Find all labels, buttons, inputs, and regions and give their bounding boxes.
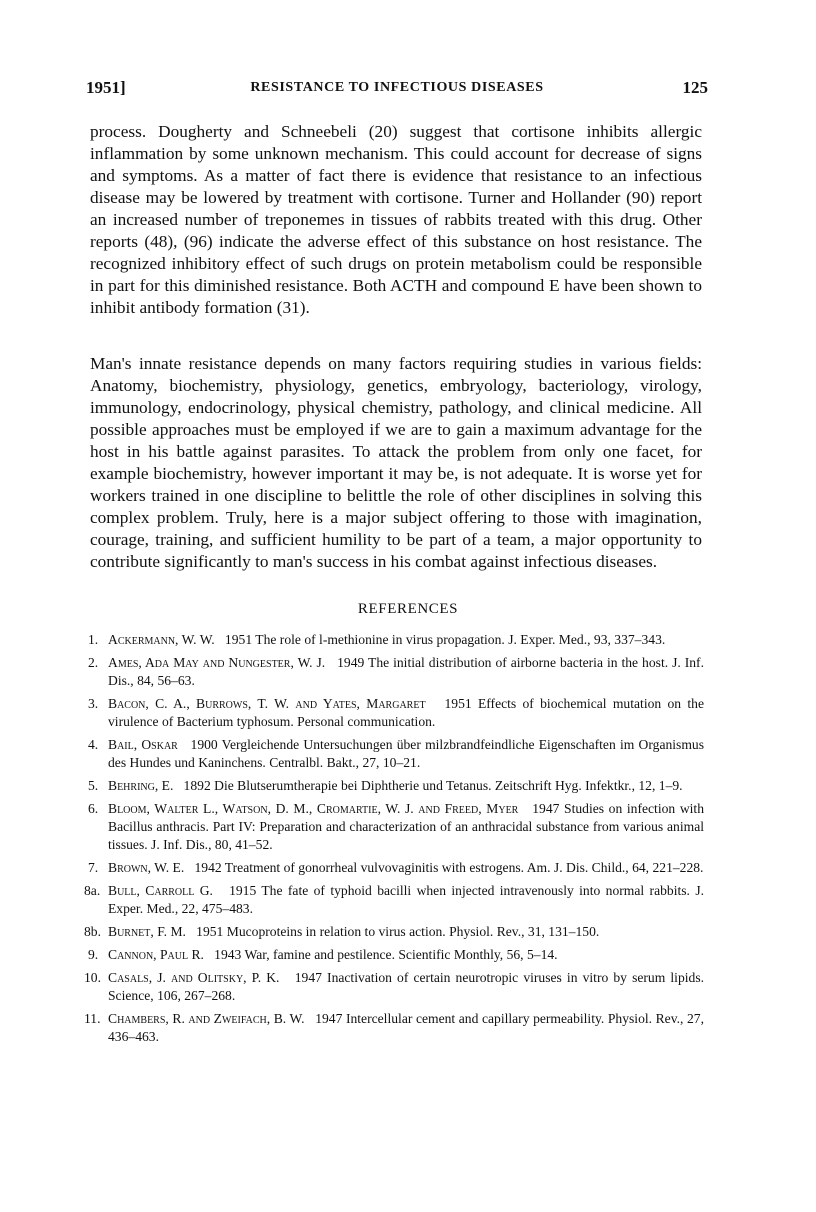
reference-authors: Brown, W. E. <box>108 860 192 875</box>
reference-text: 1915 The fate of typhoid bacilli when injected intravenously into normal rabbits. J. Exper. Med., 22, 475–483. <box>108 883 705 916</box>
reference-authors: Behring, E. <box>108 778 181 793</box>
reference-item <box>84 882 705 918</box>
reference-text: 1942 Treatment of gonorrheal vulvovaginitis with estrogens. Am. J. Dis. Child., 64, 221–228. <box>194 860 704 875</box>
reference-authors: Casals, J. and Olitsky, P. K. <box>108 970 290 985</box>
reference-item <box>90 695 704 731</box>
page-number: 125 <box>682 78 708 97</box>
body-paragraph-1: process. Dougherty and Schneebeli (20) suggest that cortisone inhibits allergic inflammation by some unknown mechanism. This could account for decrease of signs and symptoms. As a matter of fact there is evidence that resistance to an infectious disease may be lowered by treatment with cortisone. Turner and Hollander (90) report an increased number of treponemes in tissues of rabbits treated with this drug. Other reports (48), (96) indicate the adverse effect of this substance on host resistance. The recognized inhibitory effect of such drugs on protein metabolism could be responsible in part for this diminished resistance. Both ACTH and compound E have been shown to inhibit antibody formation (31). <box>90 122 702 317</box>
reference-item <box>84 969 705 1005</box>
reference-item <box>90 736 704 772</box>
reference-number: 4. <box>88 737 99 752</box>
reference-number: 5. <box>88 778 99 793</box>
running-title: RESISTANCE TO INFECTIOUS DISEASES <box>250 80 544 95</box>
reference-item <box>90 631 704 649</box>
reference-number: 1. <box>88 632 99 647</box>
reference-number: 10. <box>84 970 101 985</box>
running-header <box>86 78 708 104</box>
header-year: 1951] <box>86 78 126 97</box>
reference-authors: Cannon, Paul R. <box>108 947 211 962</box>
reference-number: 9. <box>88 947 99 962</box>
reference-text: 1949 The initial distribution of airborne bacteria in the host. J. Inf. Dis., 84, 56–63. <box>108 655 704 688</box>
reference-number: 7. <box>88 860 99 875</box>
reference-item <box>90 946 704 964</box>
references-heading: REFERENCES <box>357 601 459 617</box>
reference-text: 1947 Inactivation of certain neurotropic viruses in vitro by serum lipids. Science, 106, 267–268. <box>108 970 705 1003</box>
reference-text: 1947 Studies on infection with Bacillus anthracis. Part IV: Preparation and characterization of an anthracidal substance from various animal tissues. J. Inf. Dis., 80, 41–52. <box>108 801 704 852</box>
reference-number: 2. <box>88 655 99 670</box>
reference-text: 1951 Effects of biochemical mutation on the virulence of Bacterium typhosum. Personal communication. <box>108 696 704 729</box>
reference-item <box>84 1010 704 1046</box>
reference-authors: Bacon, C. A., Burrows, T. W. and Yates, Margaret <box>108 696 439 711</box>
reference-authors: Burnet, F. M. <box>108 924 193 939</box>
reference-text: 1900 Vergleichende Untersuchungen über milzbrandfeindliche Eigenschaften im Organismus des Hundes und Kaninchens. Centralbl. Bakt., 27, 10–21. <box>108 737 704 770</box>
reference-number: 11. <box>84 1011 101 1026</box>
references-list <box>84 631 705 1051</box>
reference-authors: Bloom, Walter L., Watson, D. M., Cromartie, W. J. and Freed, Myer <box>108 801 528 816</box>
reference-text: 1947 Intercellular cement and capillary permeability. Physiol. Rev., 27, 436–463. <box>108 1011 704 1044</box>
reference-authors: Ackermann, W. W. <box>108 632 222 647</box>
reference-item <box>90 859 704 877</box>
reference-item <box>90 777 704 795</box>
body-paragraph-2: Man's innate resistance depends on many factors requiring studies in various fields: Anatomy, biochemistry, physiology, genetics, embryology, bacteriology, virology, immunology, endocrinology, physical chemistry, pathology, and clinical medicine. All possible approaches must be employed if we are to gain a maximum advantage for the host in his battle against parasites. To attack the problem from only one facet, for example biochemistry, however important it may be, is not adequate. It is worse yet for workers trained in one discipline to belittle the role of other disciplines in solving this complex problem. Truly, here is a major subject offering to those with imagination, courage, training, and sufficient humility to be part of a team, a major opportunity to contribute significantly to man's success in his combat against infectious diseases. <box>90 354 702 571</box>
reference-item <box>90 800 704 854</box>
reference-number: 6. <box>88 801 99 816</box>
reference-number: 3. <box>88 696 99 711</box>
reference-item <box>84 923 704 941</box>
reference-text: 1943 War, famine and pestilence. Scientific Monthly, 56, 5–14. <box>214 947 558 962</box>
reference-item <box>90 654 704 690</box>
reference-number: 8b. <box>84 924 101 939</box>
reference-authors: Ames, Ada May and Nungester, W. J. <box>108 655 334 670</box>
reference-authors: Bail, Oskar <box>108 737 187 752</box>
reference-authors: Chambers, R. and Zweifach, B. W. <box>108 1011 312 1026</box>
reference-text: 1951 Mucoproteins in relation to virus action. Physiol. Rev., 31, 131–150. <box>196 924 600 939</box>
reference-number: 8a. <box>84 883 101 898</box>
reference-text: 1951 The role of l-methionine in virus propagation. J. Exper. Med., 93, 337–343. <box>224 632 666 647</box>
reference-authors: Bull, Carroll G. <box>108 883 224 898</box>
reference-text: 1892 Die Blutserumtherapie bei Diphtherie und Tetanus. Zeitschrift Hyg. Infektkr., 12, 1–9. <box>183 778 683 793</box>
